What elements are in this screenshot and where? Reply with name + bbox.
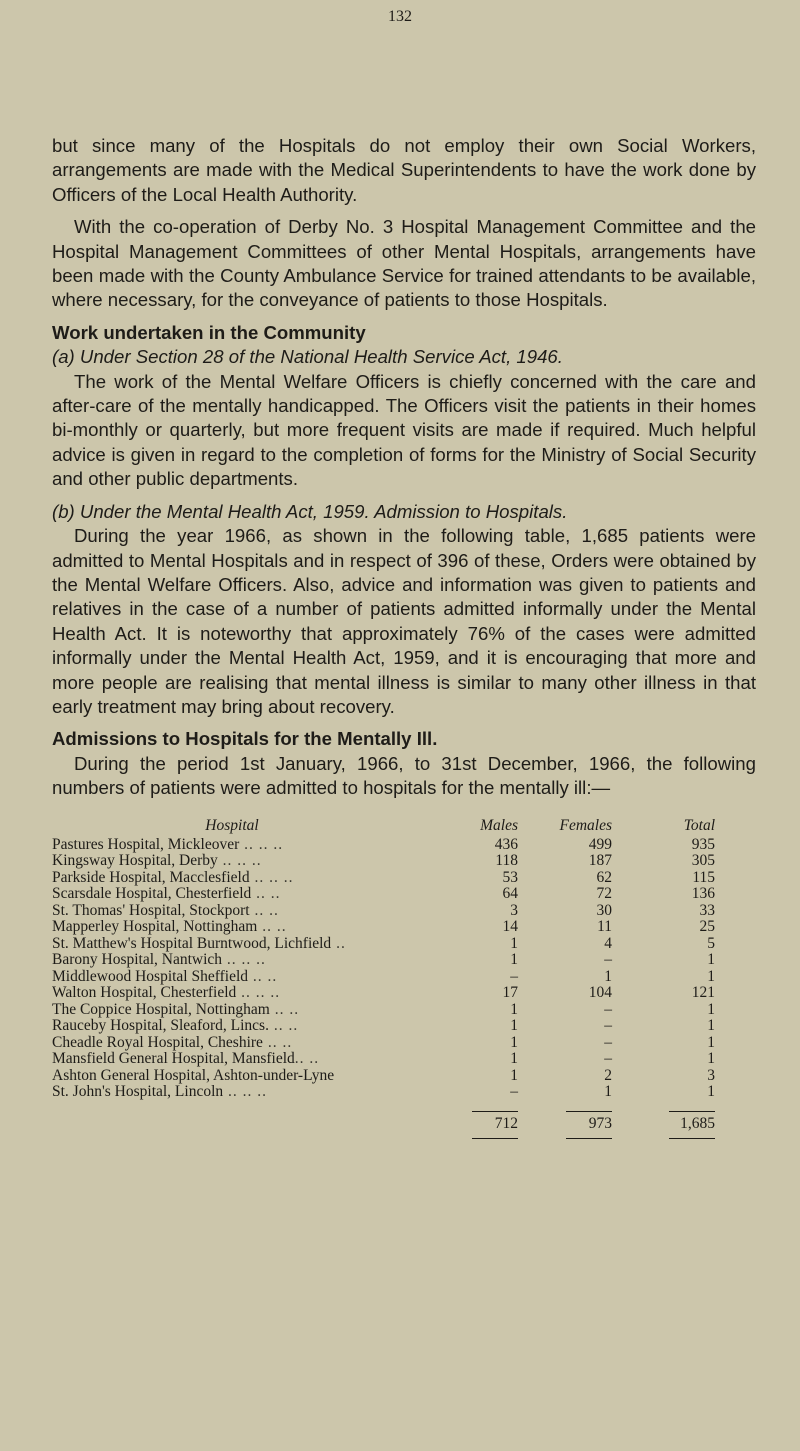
hospital-cell [52, 952, 412, 969]
table-row [52, 886, 715, 903]
females-cell: 187 [588, 852, 612, 869]
total-cell: 1 [707, 1083, 715, 1100]
paragraph: During the period 1st January, 1966, to 31st December, 1966, the following numbers of patients were admitted to hospitals for the mentally ill:— [52, 752, 756, 799]
table-row [52, 936, 715, 953]
table-row [52, 1068, 715, 1085]
males-cell: 118 [495, 852, 518, 869]
total-cell: 5 [707, 934, 715, 952]
header-hospital: Hospital [205, 817, 259, 834]
males-cell: 53 [502, 868, 518, 886]
hospital-name: Ashton General Hospital, Ashton-under-Lyne [52, 1066, 335, 1084]
table-row [52, 969, 715, 986]
title: Under the Mental Health Act, 1959. Admission to Hospitals. [79, 500, 568, 522]
males-cell: 1 [510, 951, 518, 968]
dot-leader: .. .. .. [222, 951, 266, 968]
section-heading: Admissions to Hospitals for the Mentally Ill. [52, 728, 438, 750]
header-males: Males [480, 817, 518, 834]
hospital-cell [52, 853, 412, 870]
admissions-table [52, 818, 715, 1139]
paragraph: During the year 1966, as shown in the following table, 1,685 patients were admitted to Mental Hospitals and in respect of 396 of these, Orders were obtained by the Mental Welfare Officers. Also, advice and information was given to patients and relatives in the case of a number of patients admitted informally under the Mental Health Act. It is noteworthy that approximately 76% of the cases were admitted informally under the Mental Health Act, 1959, and it is encouraging that more and more people are realising that mental illness is similar to many other illness in that early treatment may bring about recovery. [52, 525, 756, 717]
hospital-name: Parkside Hospital, Macclesfield [52, 868, 250, 886]
total-cell: 136 [691, 885, 715, 902]
hospital-cell [52, 870, 412, 887]
males-cell: 436 [494, 835, 518, 853]
males-cell: 1 [510, 934, 518, 952]
total-cell: 1 [707, 1000, 715, 1018]
males-cell: – [510, 967, 518, 985]
section-heading: Work undertaken in the Community [52, 321, 366, 343]
hospital-cell [52, 936, 412, 953]
hospital-cell [52, 969, 412, 986]
table-row [52, 1084, 715, 1101]
hospital-name: Mapperley Hospital, Nottingham [52, 918, 258, 935]
hospital-cell [52, 1018, 412, 1035]
hospital-name: Mansfield General Hospital, Mansfield [52, 1050, 295, 1067]
hospital-cell [52, 1084, 412, 1101]
hospital-cell [52, 1002, 412, 1019]
header-females: Females [559, 817, 612, 834]
table-row [52, 837, 715, 854]
total-cell: 121 [691, 984, 715, 1001]
total-cell: 305 [691, 852, 715, 869]
total-total: 1,685 [669, 1111, 715, 1140]
page-number: 132 [388, 8, 412, 25]
hospital-name: Middlewood Hospital Sheffield [52, 967, 249, 985]
dot-leader: .. .. [294, 1050, 320, 1067]
females-cell: – [604, 1033, 612, 1051]
females-cell: 1 [604, 1083, 612, 1100]
dot-leader: .. .. .. [236, 984, 281, 1001]
males-cell: 1 [510, 1066, 518, 1084]
title: Under Section 28 of the National Health Service Act, 1946. [79, 346, 563, 368]
table-header-row [52, 818, 715, 837]
subsection-b-title [52, 500, 756, 524]
total-cell: 1 [707, 951, 715, 968]
dot-leader: .. .. [251, 885, 281, 902]
dot-leader: .. .. .. [217, 852, 262, 869]
hospital-name: Pastures Hospital, Mickleover [52, 835, 240, 853]
dot-leader: .. .. [249, 901, 279, 919]
dot-leader: .. .. [262, 1033, 293, 1051]
table-row [52, 952, 715, 969]
paragraph: but since many of the Hospitals do not employ their own Social Workers, arrangements are made with the Medical Superintendents to have the work done by Officers of the Local Health Authority. [52, 135, 756, 205]
females-cell: 499 [588, 835, 612, 853]
total-cell: 1 [707, 967, 715, 985]
dot-leader: .. [331, 934, 346, 952]
table-row [52, 903, 715, 920]
table-row [52, 985, 715, 1002]
females-cell: – [604, 1017, 612, 1034]
hospital-cell [52, 1051, 412, 1068]
hospital-name: Cheadle Royal Hospital, Cheshire [52, 1033, 263, 1051]
females-cell: 4 [604, 934, 612, 952]
label: (a) [52, 346, 75, 368]
hospital-name: The Coppice Hospital, Nottingham [52, 1000, 270, 1018]
total-cell: 1 [707, 1033, 715, 1051]
males-cell: 3 [510, 901, 518, 919]
dot-leader: .. .. .. [239, 835, 284, 853]
dot-leader: .. .. [269, 1000, 300, 1018]
females-cell: – [604, 951, 612, 968]
dot-leader: .. .. .. [249, 868, 294, 886]
hospital-name: St. Thomas' Hospital, Stockport [52, 901, 250, 919]
hospital-name: Kingsway Hospital, Derby [52, 852, 218, 869]
table-row [52, 919, 715, 936]
hospital-name: Scarsdale Hospital, Chesterfield [52, 885, 252, 902]
males-cell: 1 [510, 1050, 518, 1067]
table-row [52, 1018, 715, 1035]
total-cell: 25 [699, 918, 715, 935]
table-row [52, 1035, 715, 1052]
females-cell: 11 [597, 918, 612, 935]
header-total: Total [683, 817, 715, 834]
total-cell: 115 [692, 868, 715, 886]
males-cell: 1 [510, 1017, 518, 1034]
hospital-name: St. John's Hospital, Lincoln [52, 1083, 224, 1100]
males-cell: – [510, 1083, 518, 1100]
hospital-cell [52, 985, 412, 1002]
totals-row [52, 1101, 715, 1140]
females-cell: 2 [604, 1066, 612, 1084]
males-cell: 1 [510, 1000, 518, 1018]
hospital-name: Rauceby Hospital, Sleaford, Lincs. [52, 1017, 269, 1034]
hospital-cell [52, 1035, 412, 1052]
females-cell: 72 [596, 885, 612, 902]
label: (b) [52, 500, 75, 522]
total-cell: 3 [707, 1066, 715, 1084]
hospital-cell [52, 903, 412, 920]
dot-leader: .. .. [257, 918, 287, 935]
females-cell: – [604, 1000, 612, 1018]
table-row [52, 853, 715, 870]
hospital-cell [52, 886, 412, 903]
total-females: 973 [566, 1111, 612, 1140]
hospital-name: Walton Hospital, Chesterfield [52, 984, 237, 1001]
males-cell: 64 [502, 885, 518, 902]
dot-leader: .. .. [268, 1017, 299, 1034]
dot-leader: .. .. [248, 967, 278, 985]
total-cell: 1 [707, 1050, 715, 1067]
females-cell: – [604, 1050, 612, 1067]
body-text [52, 134, 756, 801]
dot-leader: .. .. .. [223, 1083, 268, 1100]
table-row [52, 1051, 715, 1068]
males-cell: 1 [510, 1033, 518, 1051]
total-cell: 33 [699, 901, 715, 919]
females-cell: 62 [596, 868, 612, 886]
hospital-cell [52, 919, 412, 936]
males-cell: 17 [502, 984, 518, 1001]
hospital-name: St. Matthew's Hospital Burntwood, Lichfield [52, 934, 332, 952]
total-cell: 1 [707, 1017, 715, 1034]
table-row [52, 1002, 715, 1019]
females-cell: 30 [596, 901, 612, 919]
total-males: 712 [472, 1111, 518, 1140]
females-cell: 1 [604, 967, 612, 985]
table-row [52, 870, 715, 887]
total-cell: 935 [691, 835, 715, 853]
paragraph: The work of the Mental Welfare Officers is chiefly concerned with the care and after-care of the mentally handicapped. The Officers visit the patients in their homes bi-monthly or quarterly, but more frequent visits are made if required. Much helpful advice is given in regard to the completion of forms for the Ministry of Social Security and other public departments. [52, 370, 756, 490]
males-cell: 14 [502, 918, 518, 935]
hospital-cell [52, 837, 412, 854]
hospital-name: Barony Hospital, Nantwich [52, 951, 223, 968]
hospital-cell [52, 1068, 412, 1085]
subsection-a-title [52, 345, 756, 369]
females-cell: 104 [588, 984, 612, 1001]
paragraph: With the co-operation of Derby No. 3 Hospital Management Committee and the Hospital Management Committees of other Mental Hospitals, arrangements have been made with the County Ambulance Service for trained attendants to be available, where necessary, for the conveyance of patients to those Hospitals. [52, 216, 756, 311]
